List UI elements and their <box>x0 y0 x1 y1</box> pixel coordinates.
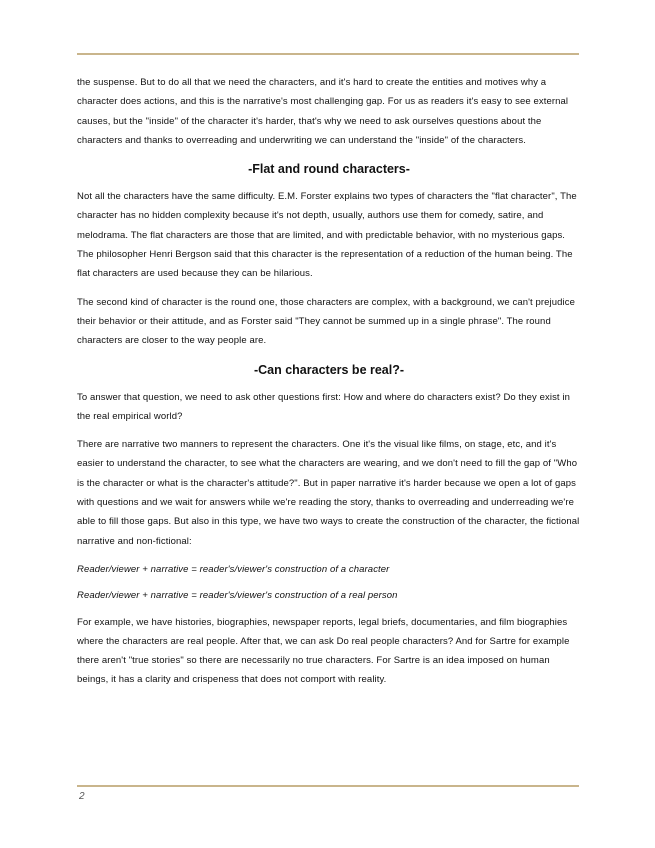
section-heading-real-characters: -Can characters be real?- <box>253 362 405 377</box>
footer-rule <box>77 785 579 787</box>
paragraph-representation: There are narrative two manners to represent the characters. One it's the visual like films, on stage, etc, and it's easier to understand the character, to see what the characters are wearing, and we don't need to fill the gap of "Who is the character or what is the character's attitude?". But in paper narrative it's harder because we open a lot of gaps with questions and we wait for answers while we're reading the story, thanks to overreading and underreading we're able to fill those gaps. But also in this type, we have two ways to create the construction of the character, the fictional narrative and non-fictional: <box>77 439 580 547</box>
intro-paragraph: the suspense. But to do all that we need the characters, and it's hard to create the entities and motives why a character does actions, and this is the narrative's most challenging gap. For us as readers it's easy to see external causes, but the "inside" of the character it's harder, that's why we need to ask ourselves questions about the characters and thanks to overreading and underwriting we can understand the "inside" of the characters. <box>77 77 569 146</box>
closing-paragraph: For example, we have histories, biographies, newspaper reports, legal briefs, documentaries, and film biographies where the characters are real people. After that, we can ask Do real people characters? And for Sartre for example there aren't "true stories" so there are necessarily no true characters. For Sartre is an idea imposed on human beings, it has a clarity and crispeness that does not comport with reality. <box>77 616 570 686</box>
page-number: 2 <box>79 791 85 802</box>
paragraph-round-characters: The second kind of character is the round one, those characters are complex, with a background, we can't prejudice their behavior or their attitude, and as Forster said "They cannot be summed up in a single phrase". The round characters are closer to the way people are. <box>77 296 575 347</box>
formula-nonfictional: Reader/viewer + narrative = reader's/viewer's construction of a real person <box>77 590 398 602</box>
formula-fictional: Reader/viewer + narrative = reader's/viewer's construction of a character <box>77 563 390 575</box>
paragraph-questions: To answer that question, we need to ask other questions first: How and where do characters exist? Do they exist in the real empirical world? <box>77 391 570 422</box>
header-rule <box>77 53 579 55</box>
paragraph-flat-characters: Not all the characters have the same difficulty. E.M. Forster explains two types of characters the "flat character", The character has no hidden complexity because it's not depth, usually, authors use them for comedy, satire, and melodrama. The flat characters are those that are limited, and with predictable behavior, with no mysterious gaps. The philosopher Henri Bergson said that this character is the representation of a reduction of the human being. The flat characters are used because they can be hilarious. <box>77 191 577 280</box>
section-heading-flat-round: -Flat and round characters- <box>248 162 410 177</box>
page-body <box>77 73 581 699</box>
